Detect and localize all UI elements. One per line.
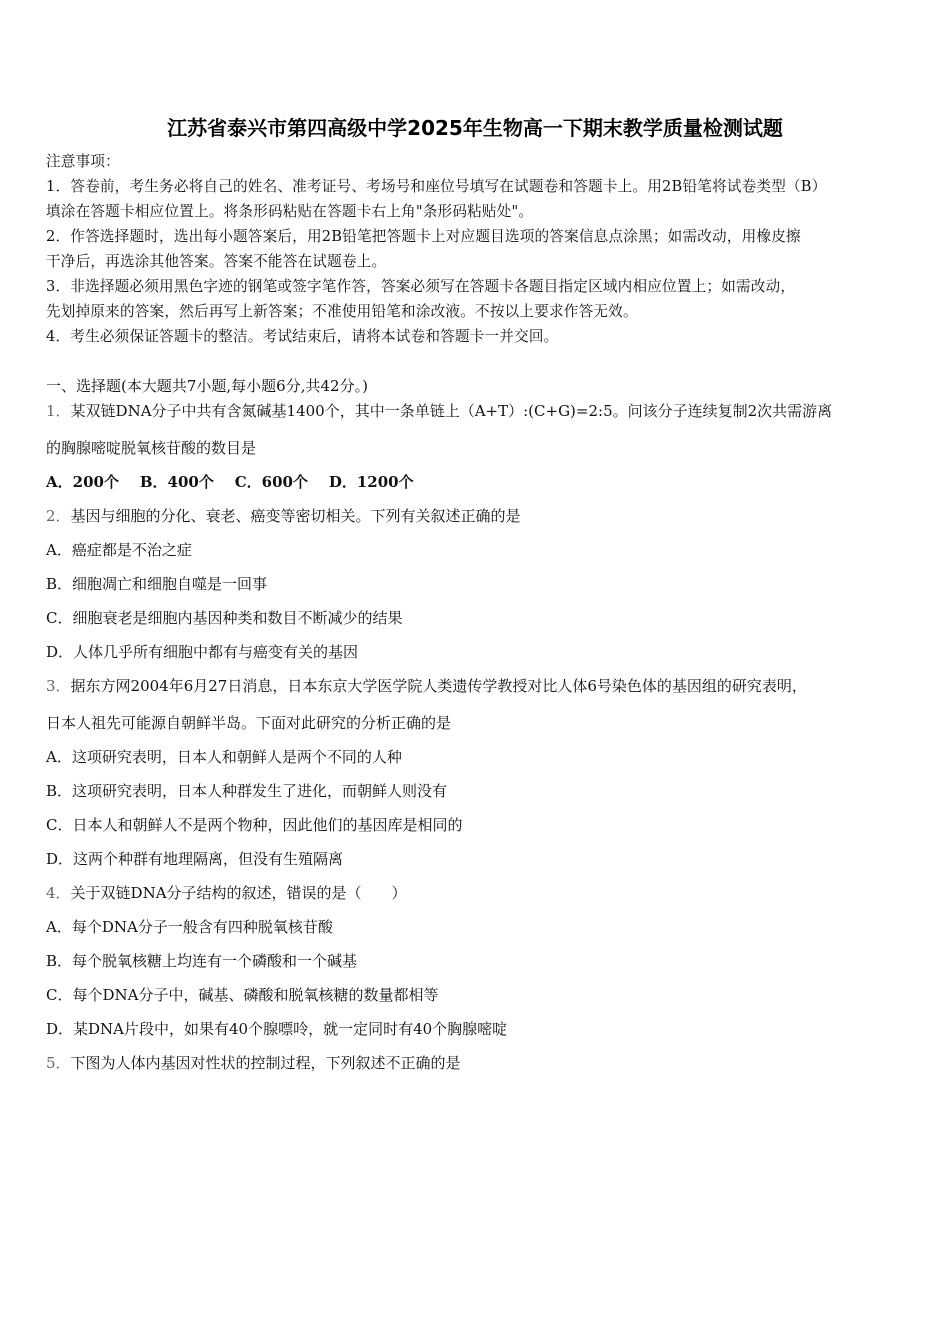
question-text: 基因与细胞的分化、衰老、癌变等密切相关。下列有关叙述正确的是 [70, 507, 521, 525]
question-4-option-d: D．某DNA片段中，如果有40个腺嘌呤，就一定同时有40个胸腺嘧啶 [46, 1020, 508, 1038]
notice-line-4: 干净后，再选涂其他答案。答案不能答在试题卷上。 [46, 253, 387, 270]
question-5 [46, 1053, 908, 1073]
question-4-option-a: A．每个DNA分子一般含有四种脱氧核苷酸 [46, 918, 333, 936]
notice-line-3: 2．作答选择题时，选出每小题答案后，用2B铅笔把答题卡上对应题目选项的答案信息点涂黑；如需改动，用橡皮擦 [46, 228, 801, 245]
question-1-options: A．200个 B．400个 C．600个 D．1200个 [46, 473, 414, 491]
question-3-option-d: D．这两个种群有地理隔离，但没有生殖隔离 [46, 850, 344, 868]
question-number: 4． [46, 884, 71, 902]
question-4 [46, 883, 908, 903]
notice-line-6: 先划掉原来的答案，然后再写上新答案；不准使用铅笔和涂改液。不按以上要求作答无效。 [46, 303, 638, 320]
question-1-continued: 的胸腺嘧啶脱氧核苷酸的数目是 [46, 439, 257, 457]
question-3 [46, 676, 908, 696]
question-4-option-b: B．每个脱氧核糖上均连有一个磷酸和一个碱基 [46, 952, 358, 970]
notice-line-2: 填涂在答题卡相应位置上。将条形码粘贴在答题卡右上角"条形码粘贴处"。 [46, 203, 534, 220]
question-number: 3． [46, 677, 71, 695]
question-text: 据东方网2004年6月27日消息，日本东京大学医学院人类遗传学教授对比人体6号染色体的基因组的研究表明， [70, 677, 807, 695]
question-3-option-c: C．日本人和朝鲜人不是两个物种，因此他们的基因库是相同的 [46, 816, 463, 834]
question-number: 5． [46, 1054, 71, 1072]
section-heading: 一、选择题(本大题共7小题,每小题6分,共42分。) [46, 377, 368, 395]
question-3-option-a: A．这项研究表明，日本人和朝鲜人是两个不同的人种 [46, 748, 402, 766]
question-2-option-d: D．人体几乎所有细胞中都有与癌变有关的基因 [46, 643, 359, 661]
question-3-continued: 日本人祖先可能源自朝鲜半岛。下面对此研究的分析正确的是 [46, 714, 452, 732]
notice-line-1: 1．答卷前，考生务必将自己的姓名、准考证号、考场号和座位号填写在试题卷和答题卡上。用2B铅笔将试卷类型（B） [46, 178, 827, 195]
question-2 [46, 506, 908, 526]
question-4-option-c: C．每个DNA分子中，碱基、磷酸和脱氧核糖的数量都相等 [46, 986, 439, 1004]
notice-line-7: 4．考生必须保证答题卡的整洁。考试结束后，请将本试卷和答题卡一并交回。 [46, 328, 559, 345]
question-2-option-b: B．细胞凋亡和细胞自噬是一回事 [46, 575, 268, 593]
notice-heading: 注意事项： [46, 153, 120, 170]
notice-line-5: 3．非选择题必须用黑色字迹的钢笔或签字笔作答，答案必须写在答题卡各题目指定区域内相应位置上；如需改动， [46, 278, 796, 295]
question-1 [46, 401, 908, 421]
question-2-option-a: A．癌症都是不治之症 [46, 541, 192, 559]
question-number: 1． [46, 402, 71, 420]
question-text: 下图为人体内基因对性状的控制过程，下列叙述不正确的是 [70, 1054, 461, 1072]
question-number: 2． [46, 507, 71, 525]
question-text: 关于双链DNA分子结构的叙述，错误的是（ ） [70, 884, 407, 902]
question-text: 某双链DNA分子中共有含氮碱基1400个，其中一条单链上（A+T）:(C+G)=2:5。问该分子连续复制2次共需游离 [70, 402, 833, 420]
page-title: 江苏省泰兴市第四高级中学2025年生物高一下期末教学质量检测试题 [167, 116, 783, 140]
question-3-option-b: B．这项研究表明，日本人种群发生了进化，而朝鲜人则没有 [46, 782, 448, 800]
question-2-option-c: C．细胞衰老是细胞内基因种类和数目不断减少的结果 [46, 609, 403, 627]
